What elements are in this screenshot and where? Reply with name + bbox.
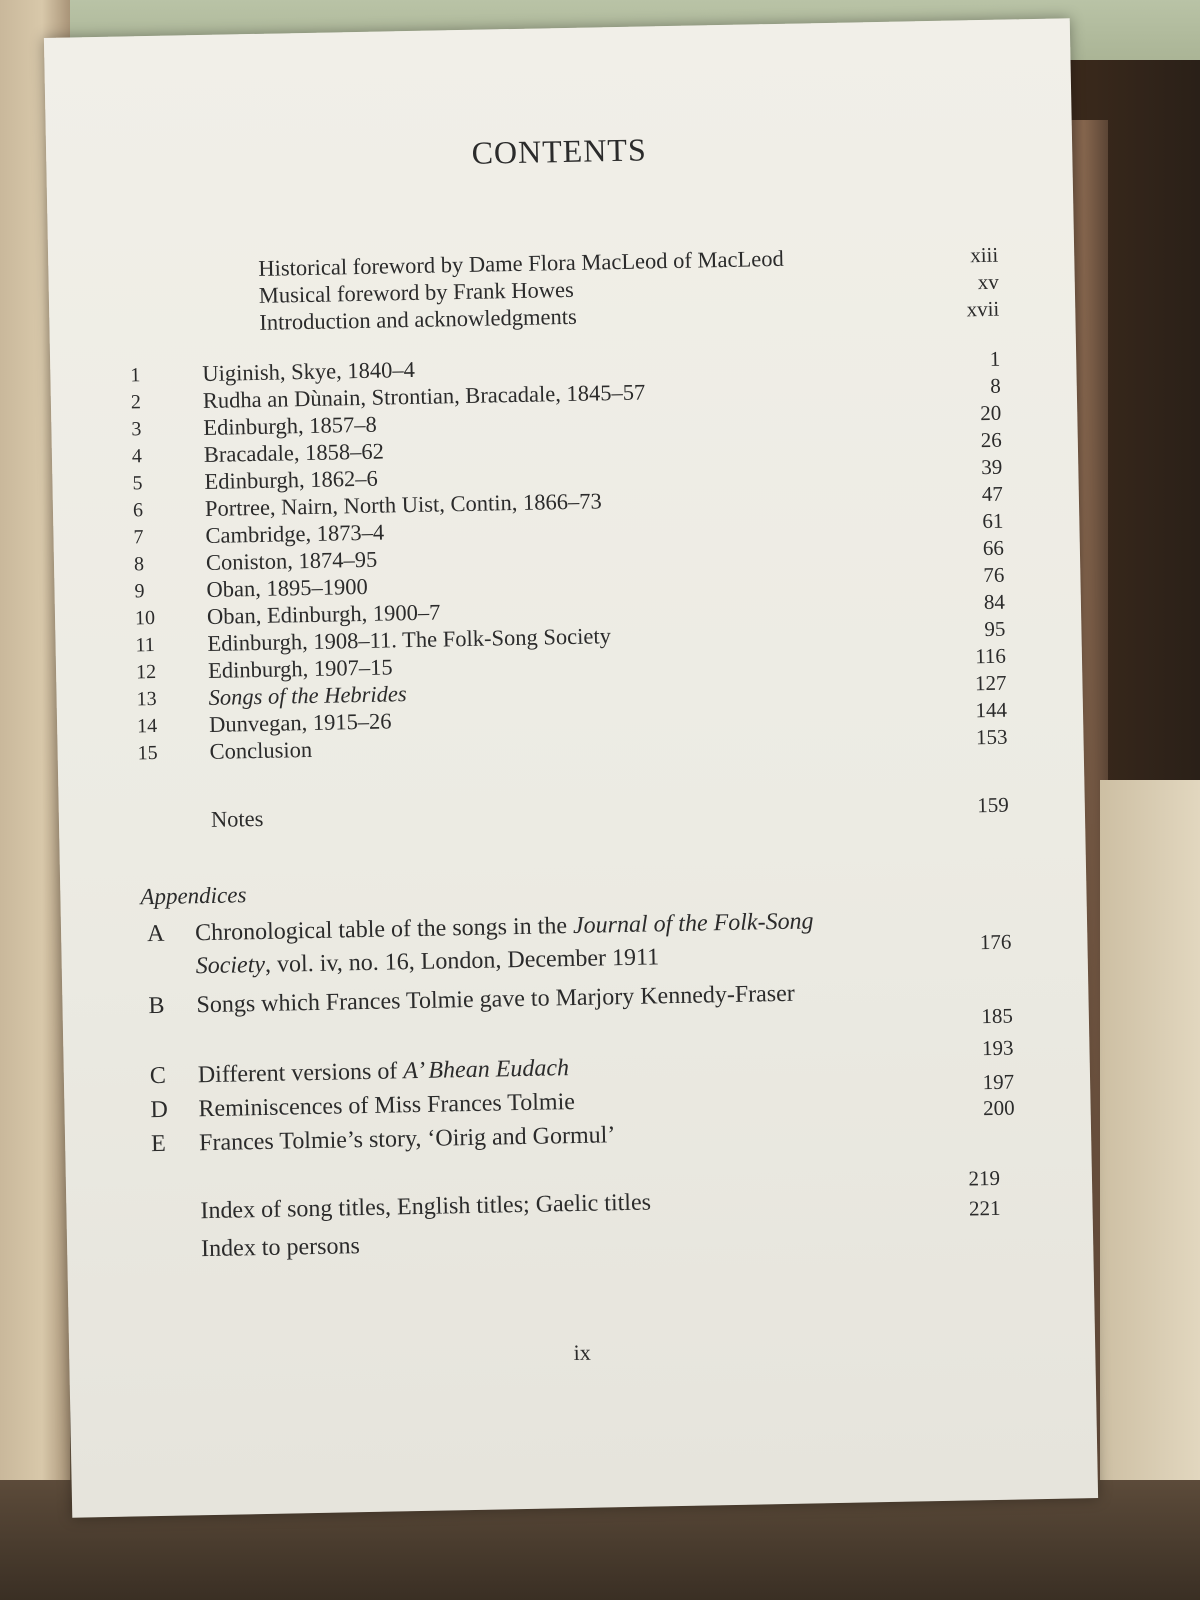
appendix-page: 193 <box>981 1035 1014 1061</box>
appendix-page: 197 <box>982 1069 1015 1095</box>
background-book <box>1100 780 1200 1500</box>
index-title: Index of song titles, English titles; Gaelic titles <box>200 1189 652 1225</box>
chapter-page: 8 <box>990 373 1001 398</box>
chapter-page: 39 <box>981 454 1003 480</box>
chapter-title: Edinburgh, 1857–8 <box>203 411 377 440</box>
appendix-title-italic: A’ Bhean Eudach <box>403 1055 570 1085</box>
chapter-number: 9 <box>134 580 145 603</box>
toc-label: Musical foreword by Frank Howes <box>258 276 574 308</box>
chapter-title: Oban, 1895–1900 <box>206 573 368 602</box>
chapter-page: 66 <box>982 535 1005 561</box>
chapter-page: 116 <box>974 643 1007 669</box>
notes-page: 159 <box>977 792 1010 818</box>
appendix-letter: D <box>150 1096 169 1124</box>
chapter-number: 10 <box>134 606 156 630</box>
chapter-title: Edinburgh, 1907–15 <box>207 654 393 683</box>
toc-page: xv <box>977 269 999 295</box>
contents-page <box>44 18 1098 1517</box>
page-number: ix <box>573 1339 592 1366</box>
appendix-letter: B <box>148 992 165 1020</box>
chapter-page: 153 <box>975 724 1008 750</box>
appendix-title-italic: Journal of the Folk-Song Society <box>195 908 814 980</box>
chapter-title: Rudha an Dùnain, Strontian, Bracadale, 1845–57 <box>202 379 646 413</box>
chapter-number: 14 <box>136 714 158 738</box>
chapter-page: 20 <box>980 400 1002 426</box>
chapter-title: Conclusion <box>209 736 313 764</box>
chapter-page: 144 <box>975 697 1008 723</box>
page-title: CONTENTS <box>471 131 648 171</box>
toc-page: xvii <box>966 296 1000 322</box>
index-title: Index to persons <box>200 1233 361 1263</box>
chapter-page: 76 <box>983 562 1005 588</box>
index-page: 219 <box>968 1165 1001 1191</box>
index-page: 221 <box>968 1195 1001 1221</box>
appendix-title <box>195 905 846 983</box>
chapter-number: 15 <box>137 741 158 765</box>
chapter-page: 84 <box>983 589 1006 615</box>
chapter-title: Songs of the Hebrides <box>208 681 407 710</box>
appendix-title-text: Chronological table of the songs in the <box>194 912 574 947</box>
toc-label: Introduction and acknowledgments <box>259 303 577 335</box>
chapter-number: 7 <box>133 526 144 549</box>
chapter-title: Bracadale, 1858–62 <box>203 438 385 467</box>
appendix-title: Frances Tolmie’s story, ‘Oirig and Gormul’ <box>198 1122 616 1157</box>
chapter-number: 3 <box>131 418 142 441</box>
chapter-page: 26 <box>980 427 1003 453</box>
appendix-letter: E <box>150 1130 167 1158</box>
toc-page: xiii <box>969 242 999 268</box>
notes-label: Notes <box>210 805 264 832</box>
chapter-title: Dunvegan, 1915–26 <box>208 708 392 737</box>
toc-label: Historical foreword by Dame Flora MacLeod of MacLeod <box>258 245 784 281</box>
chapter-page: 1 <box>989 346 1001 371</box>
appendix-item <box>141 902 1012 985</box>
chapter-number: 8 <box>133 553 145 576</box>
appendix-item <box>142 974 1013 1057</box>
appendix-page: 200 <box>982 1095 1015 1121</box>
toc-row-notes <box>139 790 1009 837</box>
chapter-number: 2 <box>130 391 142 414</box>
chapter-title: Oban, Edinburgh, 1900–7 <box>206 599 441 629</box>
chapter-number: 11 <box>135 633 156 657</box>
appendix-title: Songs which Frances Tolmie gave to Marjory Kennedy-Fraser <box>196 980 796 1019</box>
appendices-heading: Appendices <box>140 882 247 910</box>
chapter-number: 5 <box>132 472 143 495</box>
chapter-number: 4 <box>131 445 143 468</box>
chapter-title: Coniston, 1874–95 <box>205 546 378 575</box>
chapter-page: 47 <box>981 481 1004 507</box>
appendix-title: Reminiscences of Miss Frances Tolmie <box>198 1088 576 1123</box>
chapter-number: 12 <box>135 660 157 684</box>
chapter-title: Portree, Nairn, North Uist, Contin, 1866–73 <box>204 488 602 521</box>
appendix-letter: A <box>146 920 165 948</box>
appendix-page: 176 <box>979 929 1012 955</box>
appendix-title-text: Different versions of <box>197 1058 404 1089</box>
chapter-number: 6 <box>132 499 144 522</box>
chapter-title: Edinburgh, 1862–6 <box>204 465 378 494</box>
chapter-title: Cambridge, 1873–4 <box>205 519 385 548</box>
chapter-page: 95 <box>984 616 1006 642</box>
chapter-title: Uiginish, Skye, 1840–4 <box>202 356 416 387</box>
appendix-page: 185 <box>981 1003 1014 1029</box>
chapter-number: 13 <box>136 687 157 711</box>
chapter-page: 61 <box>982 508 1004 534</box>
chapter-number: 1 <box>130 364 141 387</box>
appendix-letter: C <box>149 1062 167 1090</box>
appendix-title-text: , vol. iv, no. 16, London, December 1911 <box>264 944 660 978</box>
chapter-page: 127 <box>974 670 1007 696</box>
chapter-title: Edinburgh, 1908–11. The Folk-Song Society <box>207 623 612 656</box>
